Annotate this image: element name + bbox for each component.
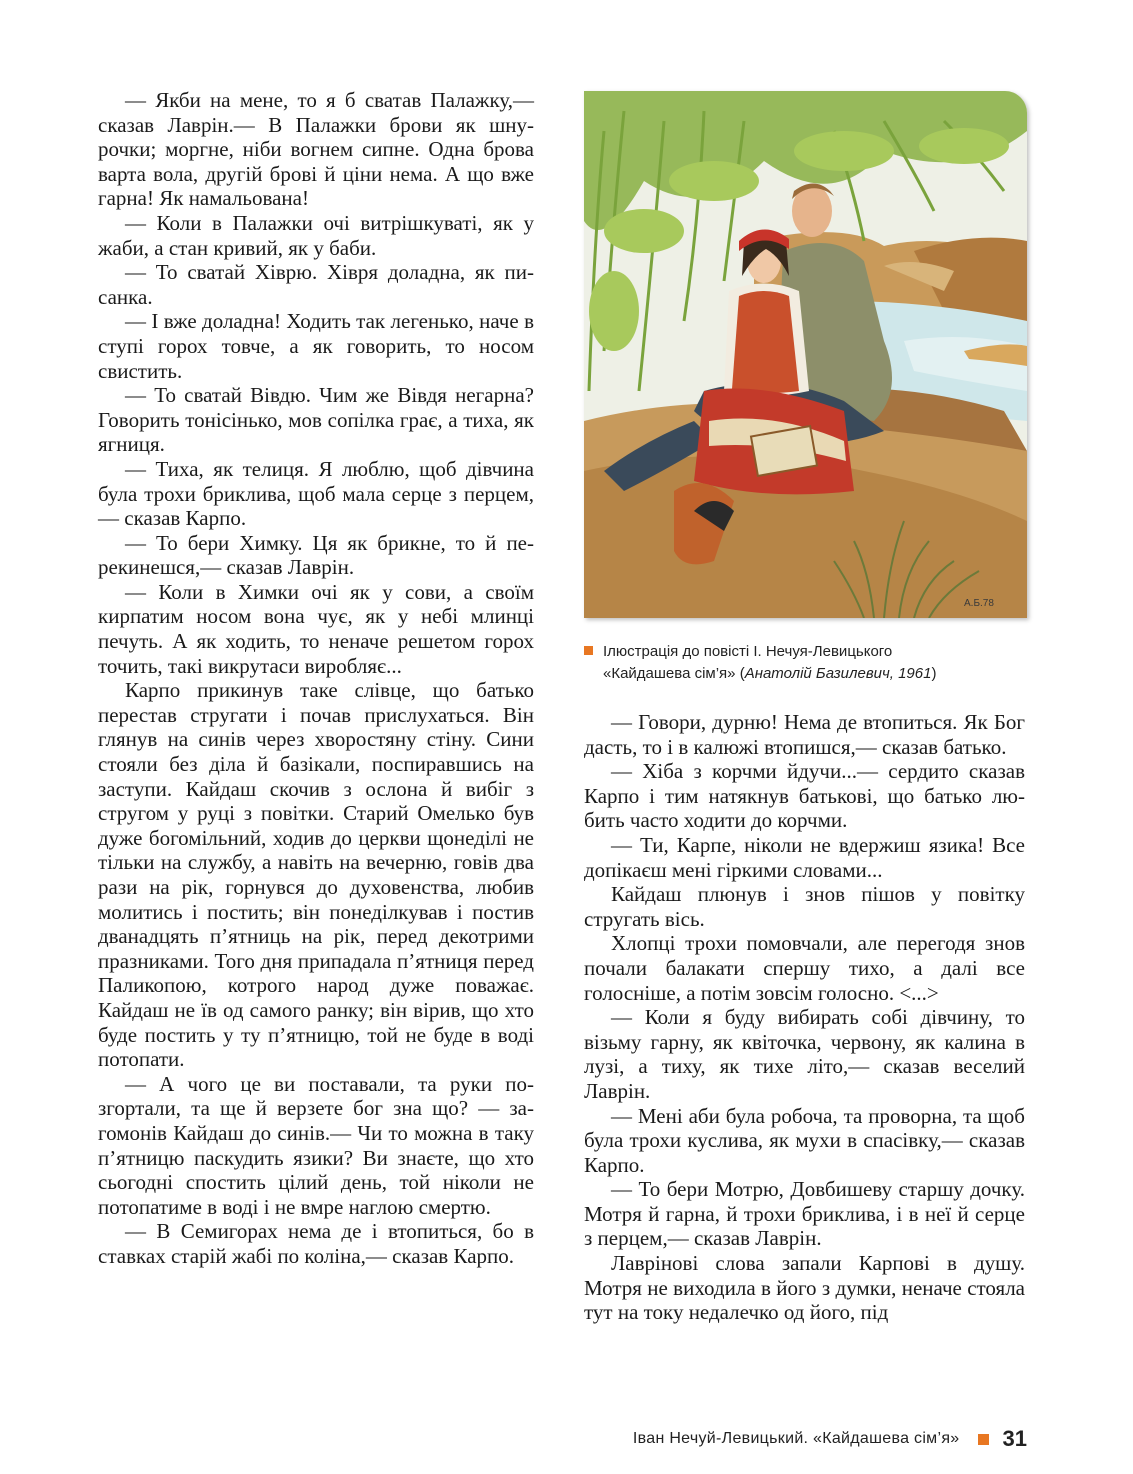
caption-author: Анатолій Базилевич, 1961 [744, 665, 932, 682]
artist-signature: А.Б.78 [964, 598, 994, 609]
paragraph: — Коли я буду вибирать собі дівчину, то візьму гарну, як квіточка, червону, як калина в лузі, а тиху, як тихе літо,— сказав веселий Лаврін. [584, 1005, 1025, 1103]
right-text-column [584, 710, 1025, 1325]
caption-line-1: Ілюстрація до повісті І. Нечуя-Левицького [603, 643, 893, 660]
paragraph: — Коли в Палажки очі витрішкуваті, як у жаби, а стан кривий, як у баби. [98, 210, 534, 260]
paragraph: — А чого це ви поставали, та руки позгортали, та ще й верзете бог зна що? — загомонів Кайдаш до синів.— Чи то можна в таку п’ятницю паскудить язики? Ви знаєте, що хто сьогодні спостить цілий день, той ніколи не потопатиме в воді і не вмре наглою смертю. [98, 1071, 534, 1219]
story-illustration [584, 91, 1027, 618]
page-number: 31 [1002, 1426, 1027, 1451]
paragraph: Кайдаш плюнув і знов пішов у повітку стругать вісь. [584, 882, 1025, 931]
paragraph: — І вже доладна! Ходить так легенько, наче в ступі горох товче, а як говорить, то носом свистить. [98, 309, 534, 383]
footer-bullet-icon [978, 1434, 989, 1445]
caption-line-2: «Кайдашева сім’я» ( [603, 665, 745, 682]
paragraph: — То бери Химку. Ця як брикне, то й перекинешся,— сказав Лаврін. [98, 530, 534, 580]
caption-bullet-icon [584, 646, 593, 655]
left-text-column [98, 88, 534, 1269]
paragraph: — Тиха, як телиця. Я люблю, щоб дівчина була трохи бриклива, щоб мала серце з перцем,— сказав Карпо. [98, 456, 534, 531]
paragraph: — То бери Мотрю, Довбишеву старшу дочку. Мотря й гарна, й трохи бриклива, і в неї й серце з перцем,— сказав Лаврін. [584, 1177, 1025, 1251]
paragraph: — Мені аби була робоча, та проворна, та щоб була трохи куслива, як мухи в спасівку,— сказав Карпо. [584, 1103, 1025, 1177]
caption-line-2-end: ) [931, 665, 937, 682]
page-footer [633, 1426, 1027, 1452]
paragraph: — То сватай Вівдю. Чим же Вівдя негарна? Говорить тонісінько, мов сопілка грає, а тиха, як ягниця. [98, 383, 534, 457]
paragraph: — Коли в Химки очі як у сови, а своїм кирпатим носом вона чує, як у небі млинці печуть. А як ходить, то неначе решетом горох точить, такі викрутаси виробляє... [98, 579, 534, 678]
paragraph: Карпо прикинув таке слівце, що батько перестав стругати і почав прислухаться. Він глянув на синів через хворостяну стіну. Сини стояли без діла й базікали, поспиравшись на заступи. Кайдаш скочив з ослона й вибіг з стругом у руці з повітки. Старий Омелько був дуже богомільний, ходив до церкви щонеділі не тільки на службу, а навіть на вечерню, говів два рази на рік, горнувся до духовенства, любив молитись і постить; він понеділкував і постив дванадцять п’ятниць на рік, перед декотрими празниками. Того дня припадала п’ятниця перед Паликопою, котрого народ дуже поважає. Кайдаш не їв од самого ранку; він вірив, що хто буде постить у ту п’ятницю, той не буде в воді потопати. [98, 678, 534, 1072]
paragraph: — Хіба з корчми йдучи...— сердито сказав Карпо і тим натякнув батькові, що батько любить часто ходити до корчми. [584, 759, 1025, 833]
paragraph: — Говори, дурню! Нема де втопиться. Як Бог дасть, то і в калюжі втопишся,— сказав батько. [584, 710, 1025, 759]
footer-title: Іван Нечуй-Левицький. «Кайдашева сім’я» [632, 1430, 960, 1447]
paragraph: Лаврінові слова запали Карпові в душу. Мотря не виходила в його з думки, неначе стояла тут на току недалечко од його, під [584, 1251, 1025, 1325]
illustration-caption [584, 641, 1027, 685]
paragraph: Хлопці трохи помовчали, але перегодя знов почали балакати спершу тихо, а далі все голосніше, а потім зовсім голосно. <...> [584, 931, 1025, 1005]
paragraph: — В Семигорах нема де і втопиться, бо в ставках старій жабі по коліна,— сказав Карпо. [98, 1219, 534, 1268]
paragraph: — Ти, Карпе, ніколи не вдержиш язика! Все допікаєш мені гіркими словами... [584, 832, 1025, 882]
paragraph: — Якби на мене, то я б сватав Палажку,— сказав Лаврін.— В Палажки брови як шнурочки; моргне, ніби вогнем сипне. Одна брова варта вола, другій брові й ціни нема. А що вже гарна! Як намальована! [98, 88, 534, 211]
paragraph: — То сватай Хіврю. Хівря доладна, як писанка. [98, 260, 534, 309]
